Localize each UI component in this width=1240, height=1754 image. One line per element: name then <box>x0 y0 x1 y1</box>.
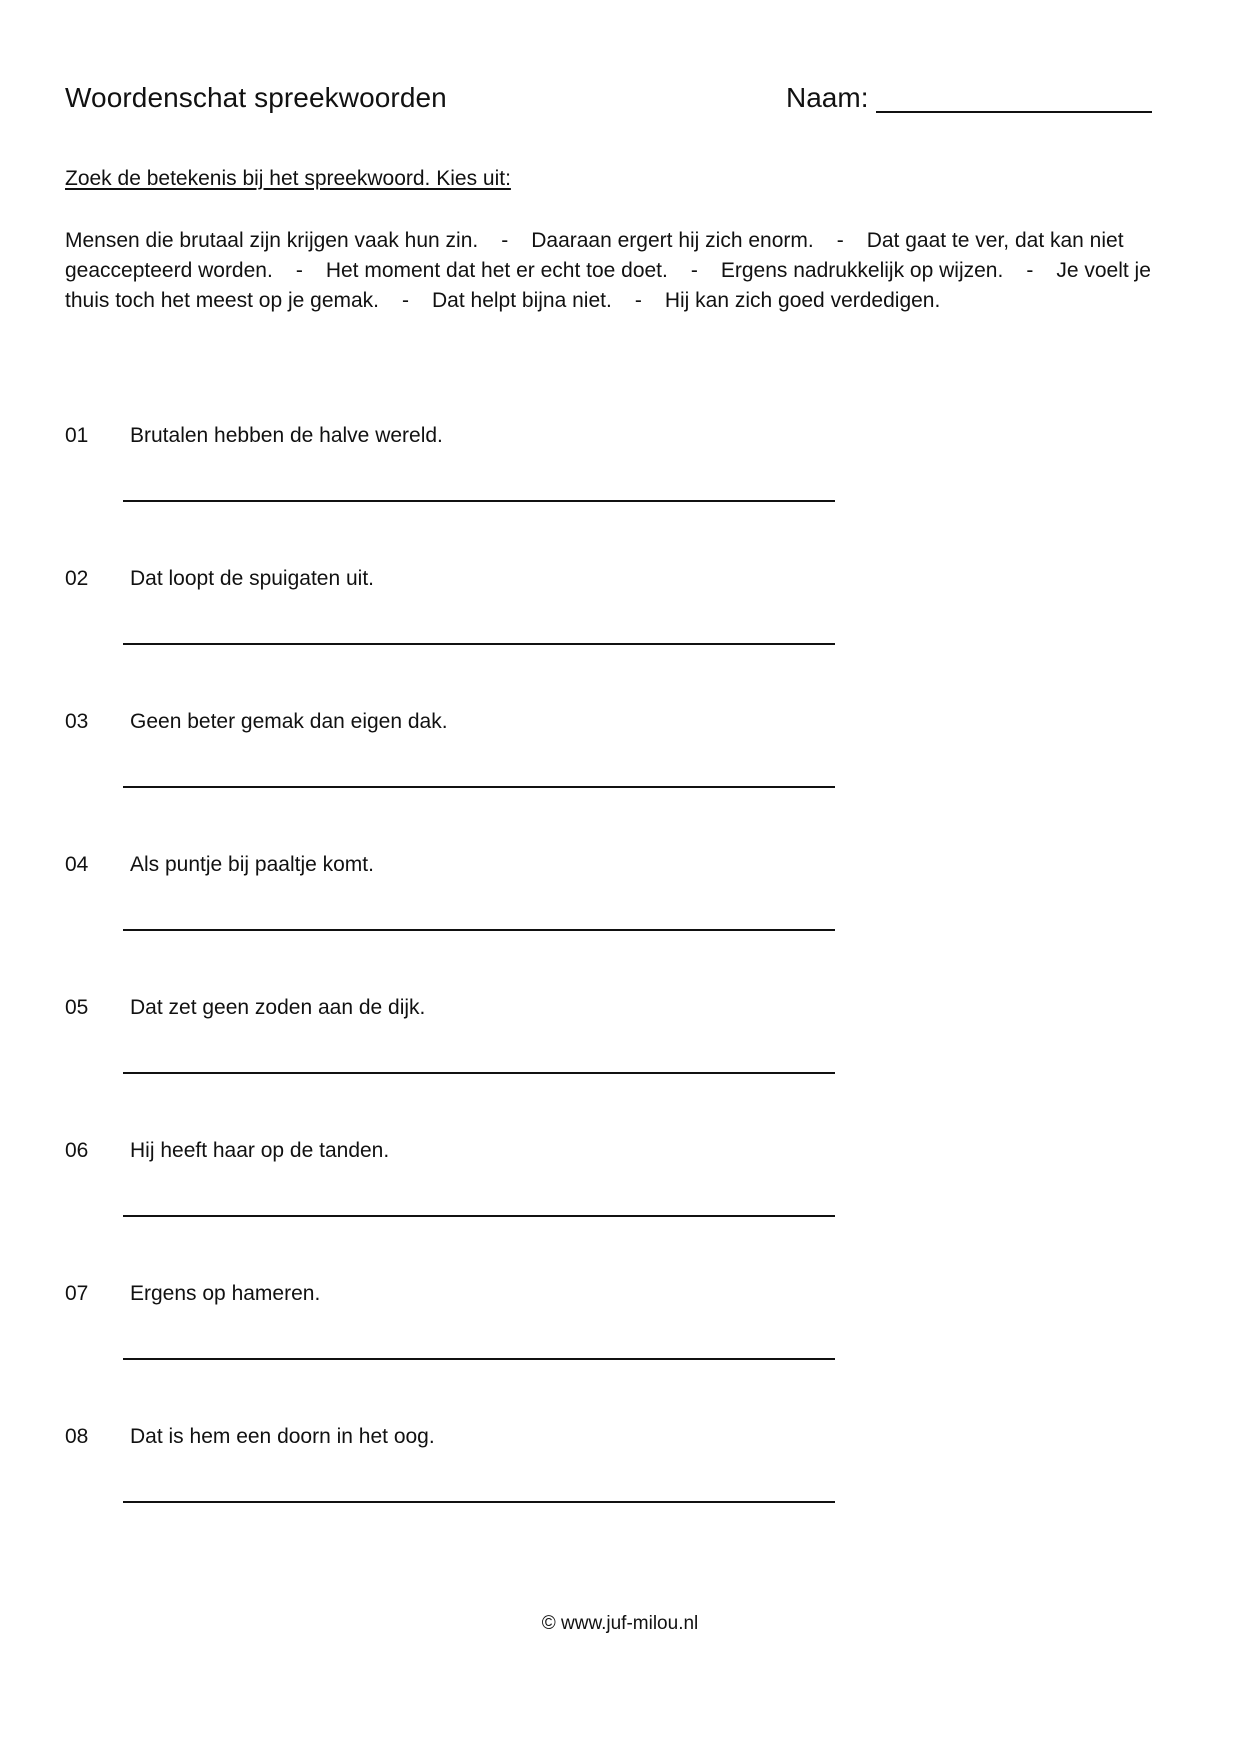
exercise-item <box>65 1283 965 1383</box>
proverb-text: Dat is hem een doorn in het oog. <box>130 1425 435 1448</box>
exercise-item <box>65 854 965 954</box>
exercise-number: 07 <box>65 1282 89 1305</box>
word-bank-separator: - <box>501 229 509 252</box>
exercise-item <box>65 425 965 525</box>
proverb-text: Geen beter gemak dan eigen dak. <box>130 710 448 733</box>
word-bank-option: Hij kan zich goed verdedigen. <box>664 289 941 312</box>
answer-line[interactable] <box>123 1501 835 1503</box>
exercise-number: 04 <box>65 853 89 876</box>
word-bank-option: Ergens nadrukkelijk op wijzen. <box>720 259 1004 282</box>
exercise-item <box>65 1426 965 1526</box>
name-input-line[interactable] <box>876 88 1152 113</box>
word-bank-option: Daaraan ergert hij zich enorm. <box>531 229 814 252</box>
proverb-text: Dat zet geen zoden aan de dijk. <box>130 996 426 1019</box>
answer-line[interactable] <box>123 786 835 788</box>
exercise-number: 08 <box>65 1425 89 1448</box>
proverb-text: Hij heeft haar op de tanden. <box>130 1139 390 1162</box>
proverb-text: Als puntje bij paaltje komt. <box>130 853 374 876</box>
exercise-item <box>65 568 965 668</box>
answer-line[interactable] <box>123 929 835 931</box>
word-bank-option: Je voelt je thuis toch het meest op je gemak. <box>65 259 1151 312</box>
word-bank-separator: - <box>634 289 642 312</box>
footer-copyright: © www.juf-milou.nl <box>541 1613 699 1634</box>
word-bank-option: Dat helpt bijna niet. <box>432 289 612 312</box>
worksheet-title: Woordenschat spreekwoorden <box>65 82 447 113</box>
name-field[interactable] <box>786 84 1152 112</box>
answer-line[interactable] <box>123 500 835 502</box>
word-bank <box>65 226 1173 316</box>
word-bank-option: Dat gaat te ver, dat kan niet geaccepteerd worden. <box>65 229 1124 282</box>
exercise-number: 02 <box>65 567 89 590</box>
exercise-number: 03 <box>65 710 89 733</box>
word-bank-separator: - <box>402 289 410 312</box>
exercise-number: 01 <box>65 424 89 447</box>
answer-line[interactable] <box>123 1215 835 1217</box>
word-bank-option: Het moment dat het er echt toe doet. <box>325 259 668 282</box>
answer-line[interactable] <box>123 1358 835 1360</box>
answer-line[interactable] <box>123 643 835 645</box>
proverb-text: Ergens op hameren. <box>130 1282 321 1305</box>
word-bank-separator: - <box>1026 259 1034 282</box>
exercise-item <box>65 711 965 811</box>
word-bank-separator: - <box>690 259 698 282</box>
proverb-text: Dat loopt de spuigaten uit. <box>130 567 375 590</box>
name-label: Naam: <box>786 82 869 113</box>
exercise-item <box>65 997 965 1097</box>
exercise-number: 05 <box>65 996 89 1019</box>
word-bank-separator: - <box>836 229 844 252</box>
word-bank-option: Mensen die brutaal zijn krijgen vaak hun zin. <box>65 229 479 252</box>
proverb-text: Brutalen hebben de halve wereld. <box>130 424 443 447</box>
answer-line[interactable] <box>123 1072 835 1074</box>
word-bank-separator: - <box>295 259 303 282</box>
instruction: Zoek de betekenis bij het spreekwoord. Kies uit: <box>65 167 511 190</box>
exercise-number: 06 <box>65 1139 89 1162</box>
exercise-item <box>65 1140 965 1240</box>
